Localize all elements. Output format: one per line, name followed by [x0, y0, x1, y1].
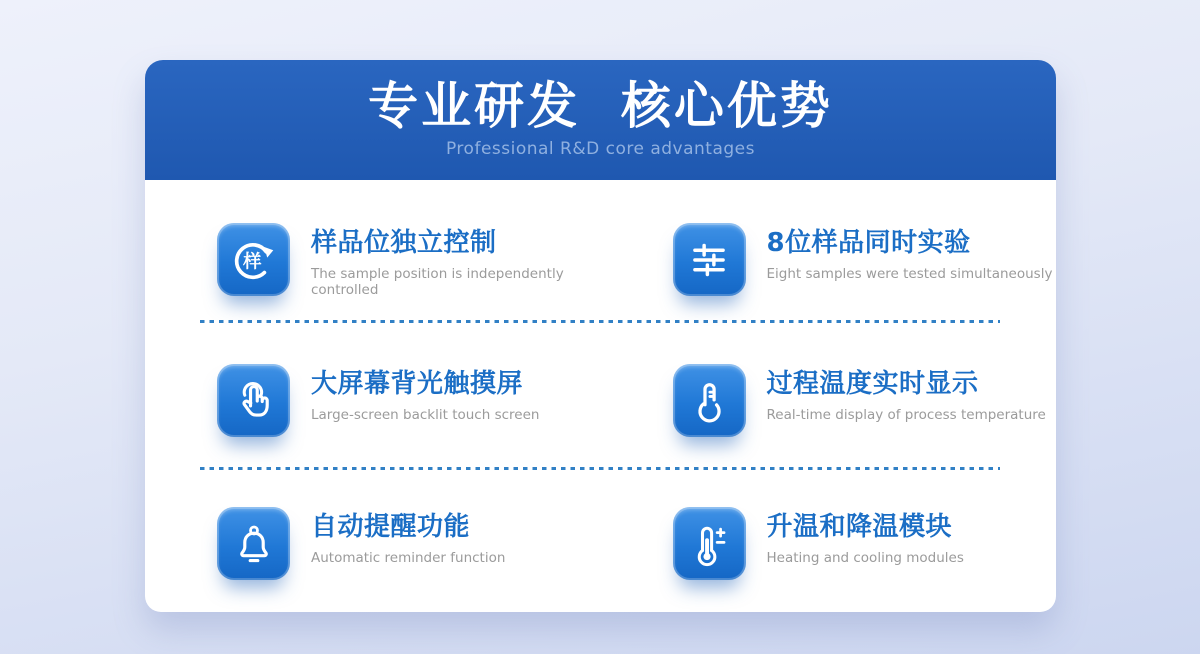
feature-title: 8位样品同时实验: [766, 228, 971, 258]
dashed-divider: [200, 467, 1000, 470]
feature-title: 过程温度实时显示: [766, 369, 979, 399]
svg-text:样: 样: [242, 251, 262, 273]
sliders-icon: [673, 223, 746, 296]
feature-item-temp-display: [601, 364, 1057, 437]
feature-row-1: [145, 223, 1056, 298]
feature-subtitle: Automatic reminder function: [311, 550, 506, 566]
feature-subtitle: Real-time display of process temperature: [766, 407, 1046, 423]
feature-title: 自动提醒功能: [311, 512, 471, 542]
feature-title: 大屏幕背光触摸屏: [311, 369, 524, 399]
advantages-card: [145, 60, 1056, 612]
section-title: 专业研发 核心优势: [368, 76, 833, 135]
section-subtitle: Professional R&D core advantages: [445, 139, 755, 159]
feature-title: 样品位独立控制: [311, 228, 497, 258]
dashed-divider: [200, 320, 1000, 323]
feature-subtitle: The sample position is independently controlled: [311, 266, 564, 298]
feature-subtitle: Eight samples were tested simultaneously: [766, 266, 1053, 282]
feature-subtitle: Large-screen backlit touch screen: [311, 407, 540, 423]
sample-rotate-icon: [217, 223, 290, 296]
thermometer-icon: [673, 364, 746, 437]
header-banner: [145, 60, 1056, 180]
touch-gesture-icon: [217, 364, 290, 437]
feature-row-2: [145, 364, 1056, 437]
feature-row-3: [145, 507, 1056, 580]
feature-item-touch-screen: [145, 364, 601, 437]
bell-icon: [217, 507, 290, 580]
feature-subtitle: Heating and cooling modules: [766, 550, 964, 566]
thermometer-plus-minus-icon: [673, 507, 746, 580]
feature-item-sample-control: [145, 223, 601, 298]
feature-title: 升温和降温模块: [766, 512, 953, 542]
feature-item-auto-reminder: [145, 507, 601, 580]
bottom-white-strip: [0, 654, 1200, 663]
feature-item-eight-samples: [601, 223, 1057, 298]
features-panel: [145, 180, 1056, 612]
feature-item-heat-cool: [601, 507, 1057, 580]
